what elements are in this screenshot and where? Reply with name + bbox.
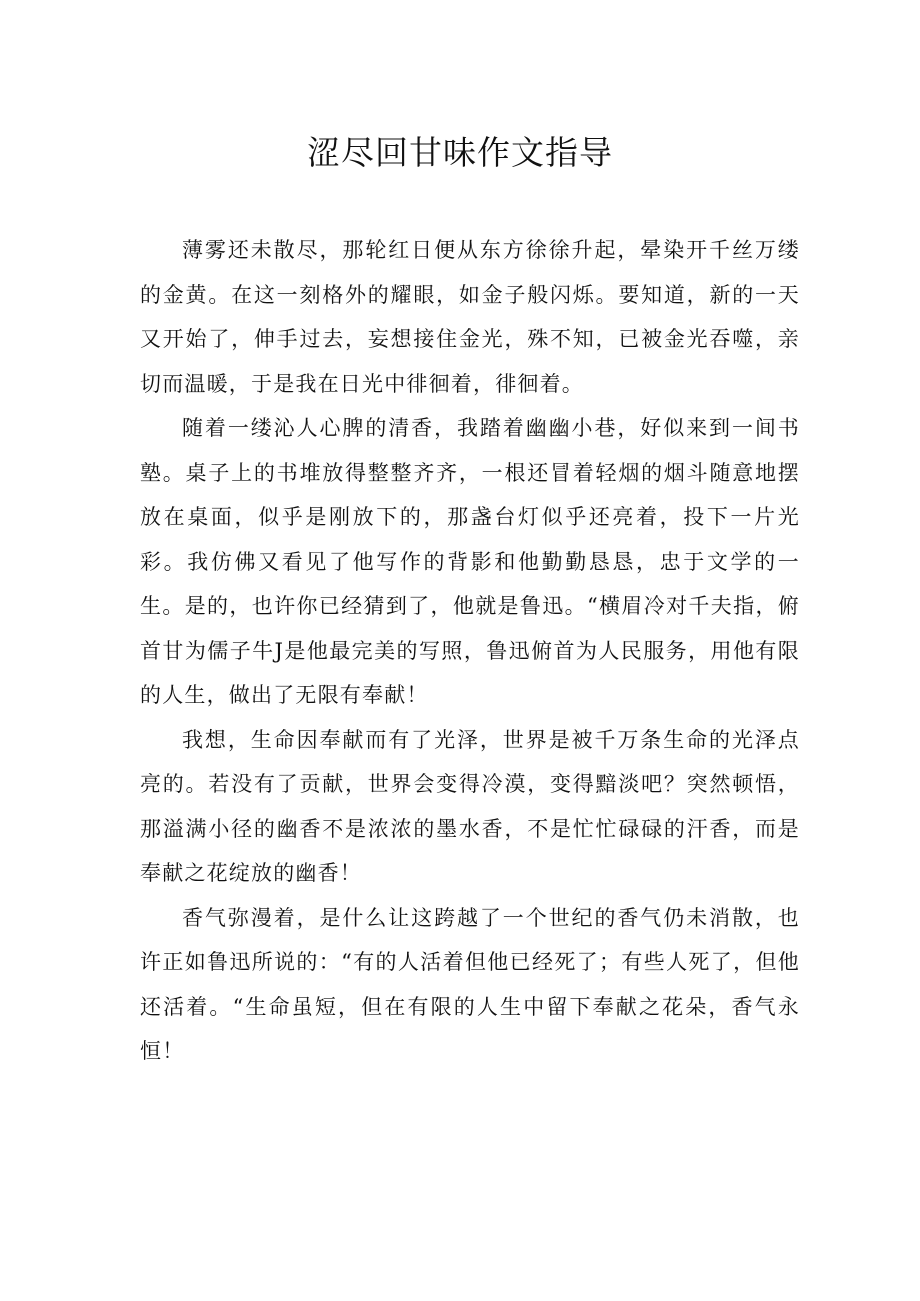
- paragraph-3: 我想，生命因奉献而有了光泽，世界是被千万条生命的光泽点亮的。若没有了贡献，世界会变得冷漠，变得黯淡吧？突然顿悟，那溢满小径的幽香不是浓浓的墨水香，不是忙忙碌碌的汗香，而是奉献之花绽放的幽香！: [140, 727, 800, 885]
- paragraph-1: 薄雾还未散尽，那轮红日便从东方徐徐升起，晕染开千丝万缕的金黄。在这一刻格外的耀眼，如金子般闪烁。要知道，新的一天又开始了，伸手过去，妄想接住金光，殊不知，已被金光吞噬，亲切而温暖，于是我在日光中徘徊着，徘徊着。: [140, 238, 800, 396]
- paragraph-4: 香气弥漫着，是什么让这跨越了一个世纪的香气仍未消散，也许正如鲁迅所说的：“有的人活着但他已经死了；有些人死了，但他还活着。“生命虽短，但在有限的人生中留下奉献之花朵，香气永恒！: [140, 905, 800, 1063]
- document-title: 涩尽回甘味作文指导: [307, 133, 613, 172]
- paragraph-2: 随着一缕沁人心脾的清香，我踏着幽幽小巷，好似来到一间书塾。桌子上的书堆放得整整齐齐，一根还冒着轻烟的烟斗随意地摆放在桌面，似乎是刚放下的，那盏台灯似乎还亮着，投下一片光彩。我仿佛又看见了他写作的背影和他勤勤恳恳，忠于文学的一生。是的，也许你已经猜到了，他就是鲁迅。“横眉冷对千夫指，俯首甘为儒子牛J是他最完美的写照，鲁迅俯首为人民服务，用他有限的人生，做出了无限有奉献！: [140, 416, 800, 707]
- document-body: [140, 228, 800, 1074]
